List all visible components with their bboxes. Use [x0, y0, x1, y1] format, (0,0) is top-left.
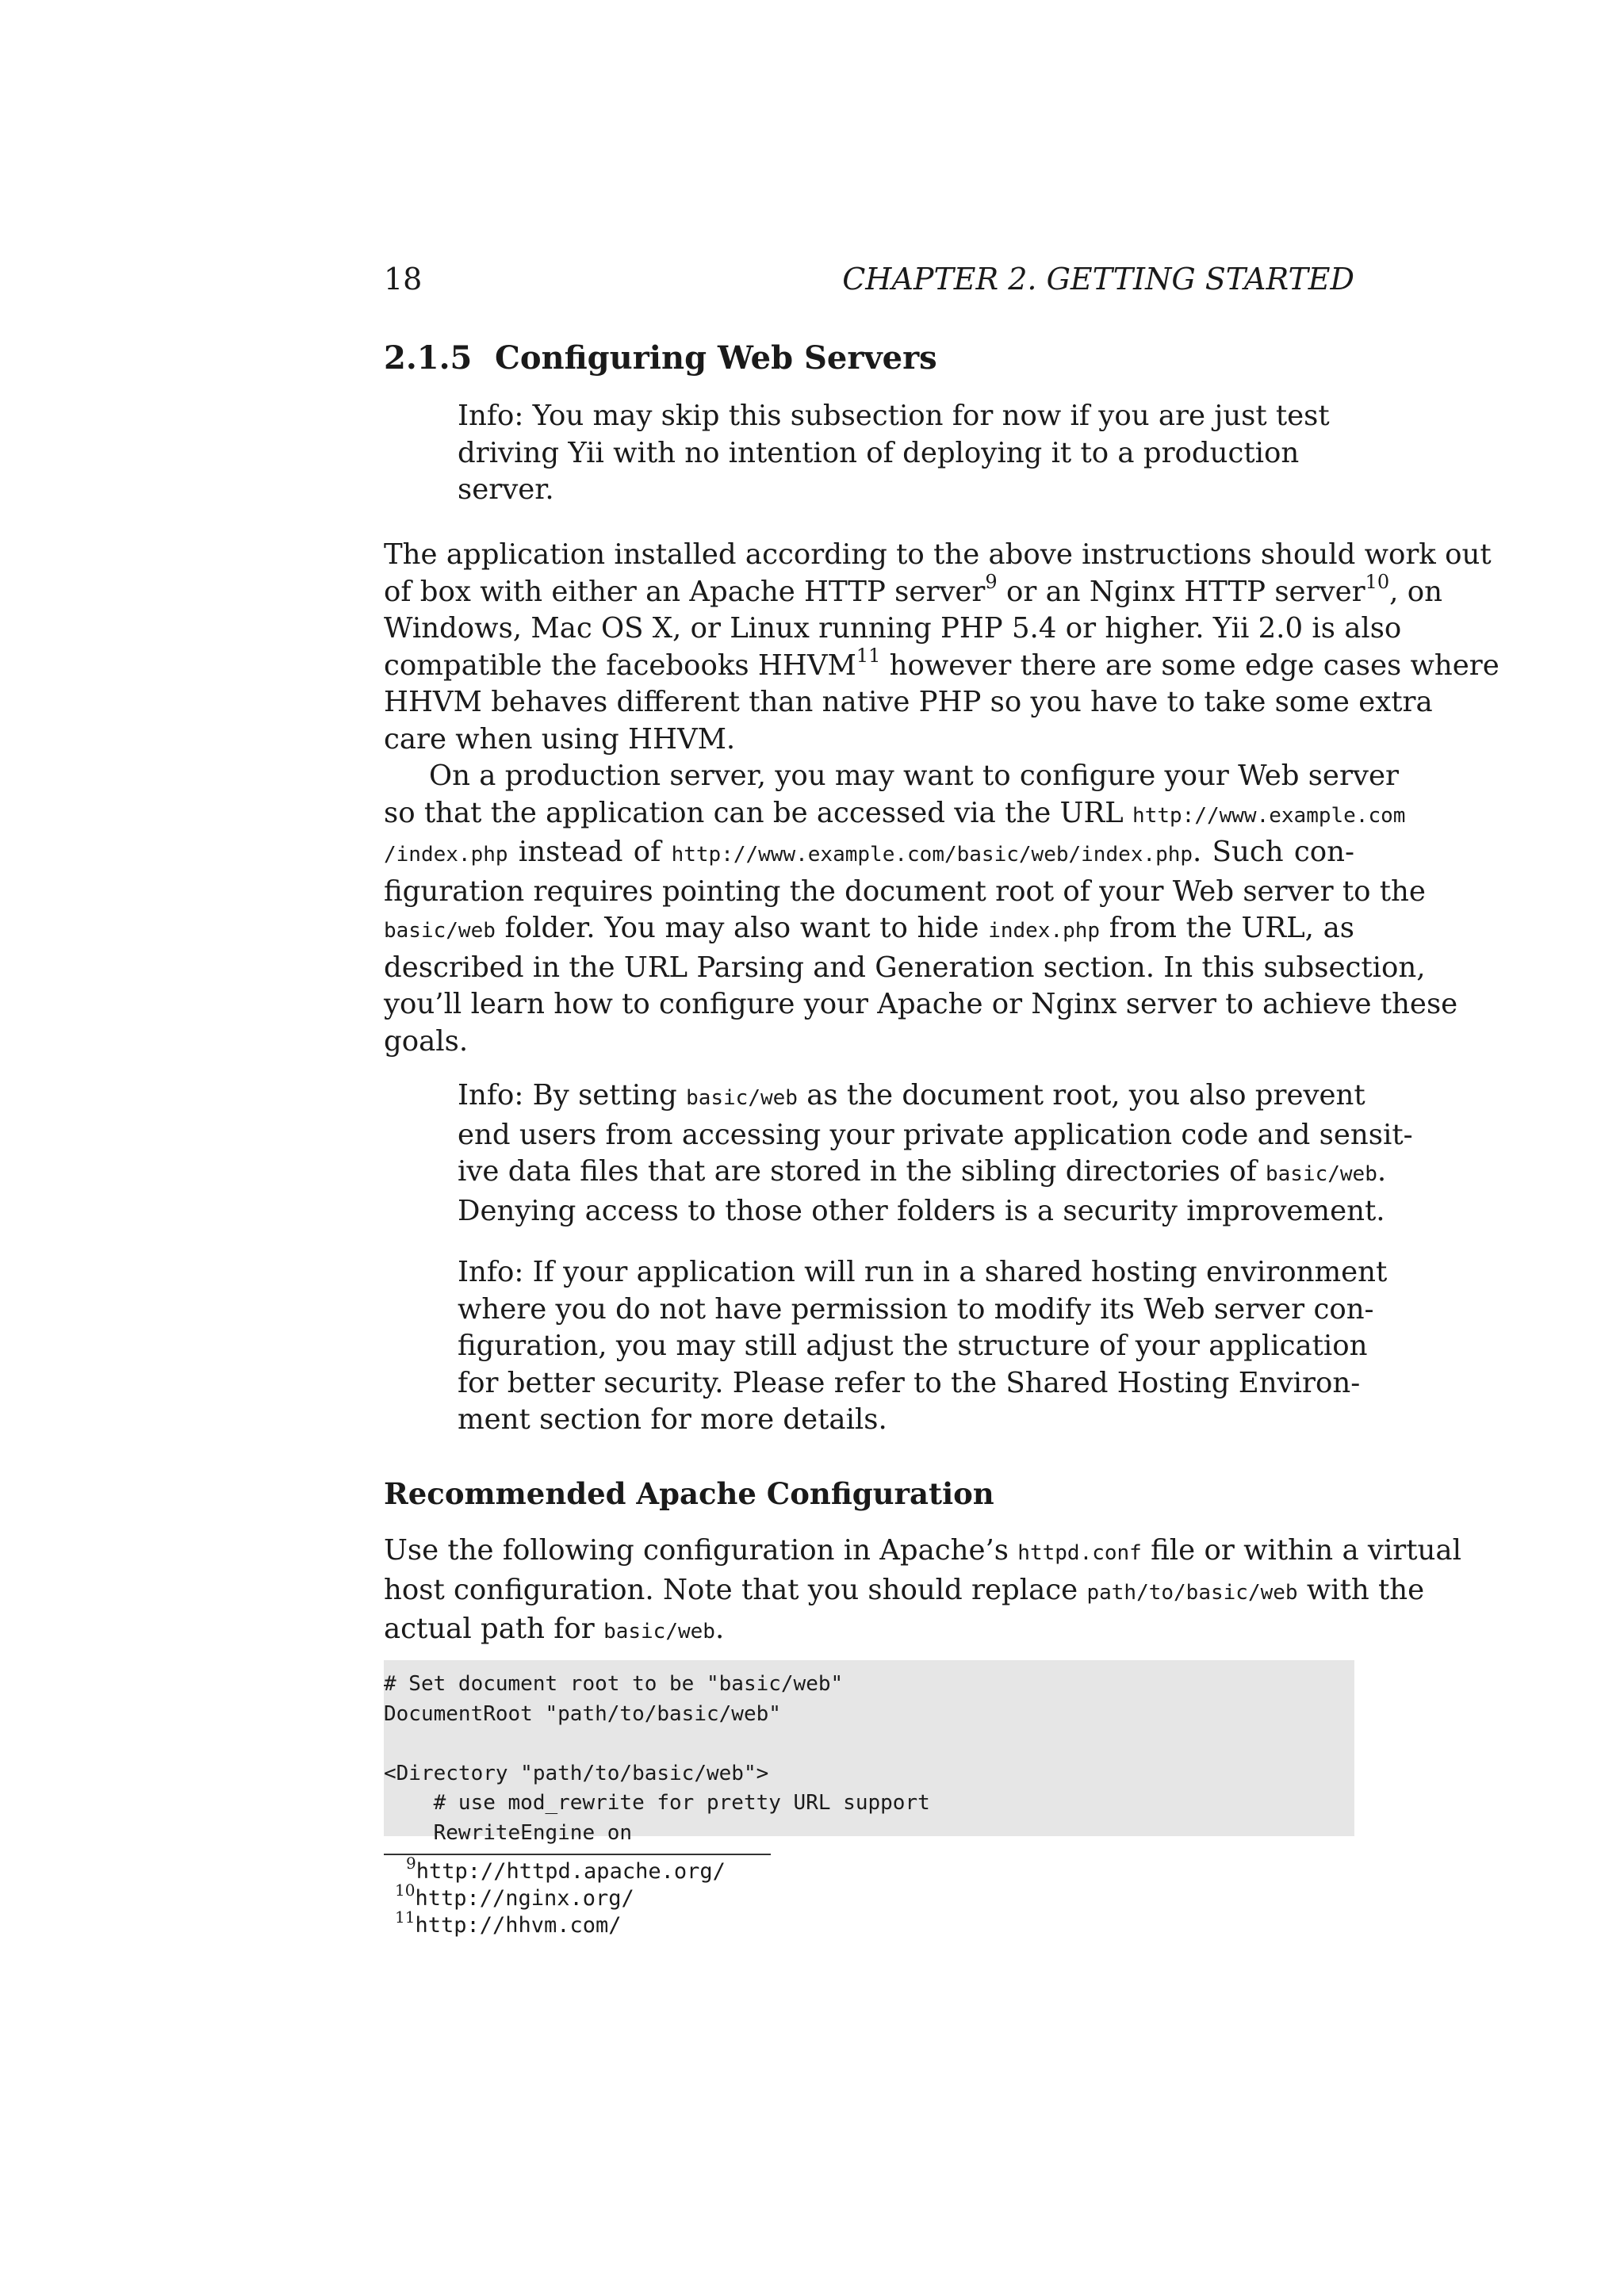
info-line: end users from accessing your private application code and sensit-	[458, 1118, 1413, 1151]
footnote-ref[interactable]: 10	[1365, 570, 1390, 593]
info-line: Denying access to those other folders is a security improvement.	[458, 1194, 1385, 1227]
page-number: 18	[384, 262, 423, 297]
inline-code: basic/web	[686, 1086, 798, 1110]
code-text	[384, 1660, 1354, 1848]
info-line: where you do not have permission to modify its Web server con-	[458, 1292, 1374, 1326]
footnote-mark: 9	[406, 1854, 416, 1873]
text-line: described in the URL Parsing and Generation section. In this subsection,	[384, 951, 1426, 984]
text-line: goals.	[384, 1024, 469, 1058]
code-line: # Set document root to be "basic/web"	[384, 1672, 844, 1696]
info-box-document-root	[458, 1077, 1413, 1230]
inline-code: basic/web	[384, 919, 496, 943]
paragraph-production	[384, 758, 1458, 1060]
text-line: basic/web folder. You may also want to hide index.php from the URL, as	[384, 912, 1354, 944]
info-line: Info: If your application will run in a shared hosting environment	[458, 1256, 1388, 1288]
text-line: host configuration. Note that you should replace path/to/basic/web with the	[384, 1573, 1425, 1606]
info-line: for better security. Please refer to the Shared Hosting Environ-	[458, 1366, 1361, 1399]
info-box-shared-hosting	[458, 1254, 1388, 1439]
section-title: Configuring Web Servers	[495, 339, 937, 377]
info-line: Info: By setting basic/web as the document root, you also prevent	[458, 1079, 1365, 1112]
footnote-link[interactable]: http://nginx.org/	[415, 1886, 634, 1911]
footnote-ref[interactable]: 11	[856, 644, 881, 667]
code-line: <Directory "path/to/basic/web">	[384, 1761, 769, 1785]
footnote-divider	[384, 1854, 771, 1855]
text-line: figuration requires pointing the document root of your Web server to the	[384, 874, 1426, 908]
text-line: On a production server, you may want to configure your Web server	[429, 760, 1399, 792]
paragraph-apache	[384, 1533, 1461, 1651]
footnote	[384, 1854, 726, 1885]
code-line: DocumentRoot "path/to/basic/web"	[384, 1701, 781, 1726]
info-line: server.	[458, 473, 554, 506]
inline-code: httpd.conf	[1017, 1541, 1142, 1565]
footnote	[384, 1908, 726, 1939]
info-line: ive data files that are stored in the sibling directories of basic/web.	[458, 1155, 1387, 1188]
info-line: ment section for more details.	[458, 1403, 887, 1436]
footnote	[384, 1881, 726, 1912]
info-box-skip	[458, 398, 1330, 509]
footnote-mark: 11	[395, 1908, 416, 1927]
text-line: HHVM behaves different than native PHP so you have to take some extra	[384, 686, 1433, 718]
footnote-ref[interactable]: 9	[985, 570, 998, 593]
inline-code: path/to/basic/web	[1086, 1580, 1298, 1605]
inline-code: index.php	[988, 919, 1101, 943]
footnote-mark: 10	[395, 1881, 416, 1900]
text-line: care when using HHVM.	[384, 722, 736, 756]
text-line: compatible the facebooks HHVM$^{11}$ however there are some edge cases where	[384, 644, 1500, 682]
code-line: # use mod_rewrite for pretty URL support	[384, 1791, 930, 1815]
inline-code: http://www.example.com/basic/web/index.php	[671, 843, 1193, 867]
info-line: driving Yii with no intention of deploying it to a production	[458, 436, 1300, 469]
text-line: Use the following configuration in Apache’s httpd.conf file or within a virtual	[384, 1534, 1461, 1567]
info-line: figuration, you may still adjust the structure of your application	[458, 1330, 1368, 1362]
info-line: Info: You may skip this subsection for now if you are just test	[458, 400, 1330, 432]
inline-code: /index.php	[384, 843, 508, 867]
running-header: CHAPTER 2. GETTING STARTED	[842, 262, 1354, 297]
text-line: you’ll learn how to configure your Apache or Nginx server to achieve these	[384, 988, 1458, 1020]
text-line: The application installed according to the above instructions should work out	[384, 538, 1492, 571]
text-line: so that the application can be accessed via the URL http://www.example.com	[384, 796, 1406, 829]
code-line: RewriteEngine on	[384, 1820, 633, 1845]
text-line: actual path for basic/web.	[384, 1613, 725, 1645]
section-number: 2.1.5	[384, 339, 473, 377]
text-line: /index.php instead of http://www.example.com/basic/web/index.php. Such con-	[384, 836, 1354, 868]
paragraph-intro	[384, 537, 1500, 758]
subsection-heading: Recommended Apache Configuration	[384, 1476, 994, 1511]
text-line: Windows, Mac OS X, or Linux running PHP 5.4 or higher. Yii 2.0 is also	[384, 612, 1402, 645]
text-line: of box with either an Apache HTTP server$^9$ or an Nginx HTTP server$^{10}$, on	[384, 570, 1442, 608]
inline-code: basic/web	[1265, 1162, 1377, 1186]
inline-code: http://www.example.com	[1132, 803, 1406, 828]
footnote-link[interactable]: http://hhvm.com/	[415, 1913, 622, 1938]
section-heading	[384, 339, 937, 377]
code-listing	[384, 1660, 1354, 1845]
inline-code: basic/web	[603, 1620, 715, 1644]
footnotes	[384, 1854, 726, 1939]
footnote-link[interactable]: http://httpd.apache.org/	[416, 1859, 726, 1884]
